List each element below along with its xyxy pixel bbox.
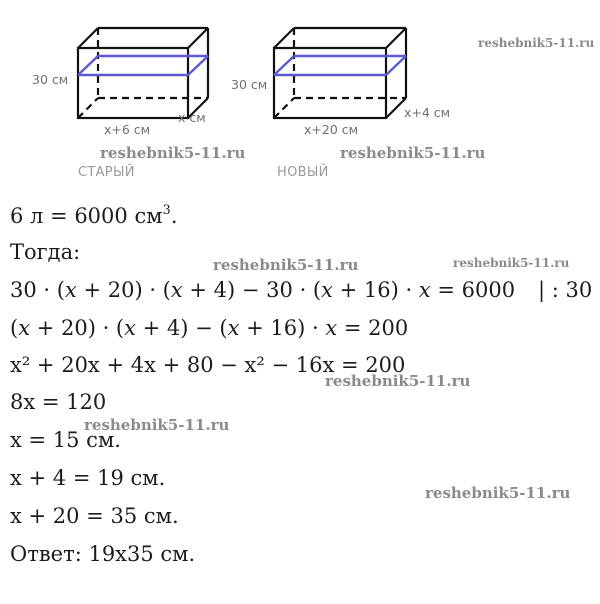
given-line: 6 л = 6000 $см^3$. [10, 203, 178, 228]
watermark: reshebnik5-11.ru [84, 416, 230, 434]
equation-7: x + 20 = 35 см. [10, 504, 179, 528]
boxes-figure [0, 0, 600, 190]
equation-1: 30 · (x + 20) · (x + 4) − 30 · (x + 16) · x = 6000 [10, 278, 516, 302]
watermark: reshebnik5-11.ru [340, 144, 486, 162]
old-height-label: 30 см [32, 72, 69, 87]
new-box [274, 28, 406, 118]
new-length-label: x+20 см [304, 122, 359, 137]
new-height-label: 30 см [231, 77, 268, 92]
then-line: Тогда: [10, 240, 81, 264]
equation-6: x + 4 = 19 см. [10, 466, 166, 490]
watermark: reshebnik5-11.ru [325, 372, 471, 390]
equation-3: x² + 20x + 4x + 80 − x² − 16x = 200 [10, 353, 406, 377]
watermark: reshebnik5-11.ru [213, 256, 359, 274]
watermark: reshebnik5-11.ru [453, 256, 570, 270]
equation-5: x = 15 см. [10, 428, 121, 452]
watermark: reshebnik5-11.ru [478, 36, 595, 50]
new-caption: НОВЫЙ [277, 165, 329, 180]
new-width-label: x+4 см [404, 105, 451, 120]
equation-4: 8x = 120 [10, 390, 107, 414]
answer-line: Ответ: 19x35 см. [10, 542, 196, 566]
equation-2: (x + 20) · (x + 4) − (x + 16) · x = 200 [10, 316, 409, 340]
old-width-label: x см [178, 110, 206, 125]
boxes-drawing [0, 0, 600, 190]
divide-by-30: | : 30 [538, 278, 593, 302]
watermark: reshebnik5-11.ru [100, 144, 246, 162]
watermark: reshebnik5-11.ru [425, 484, 571, 502]
old-length-label: x+6 см [104, 122, 151, 137]
old-caption: СТАРЫЙ [78, 165, 135, 180]
